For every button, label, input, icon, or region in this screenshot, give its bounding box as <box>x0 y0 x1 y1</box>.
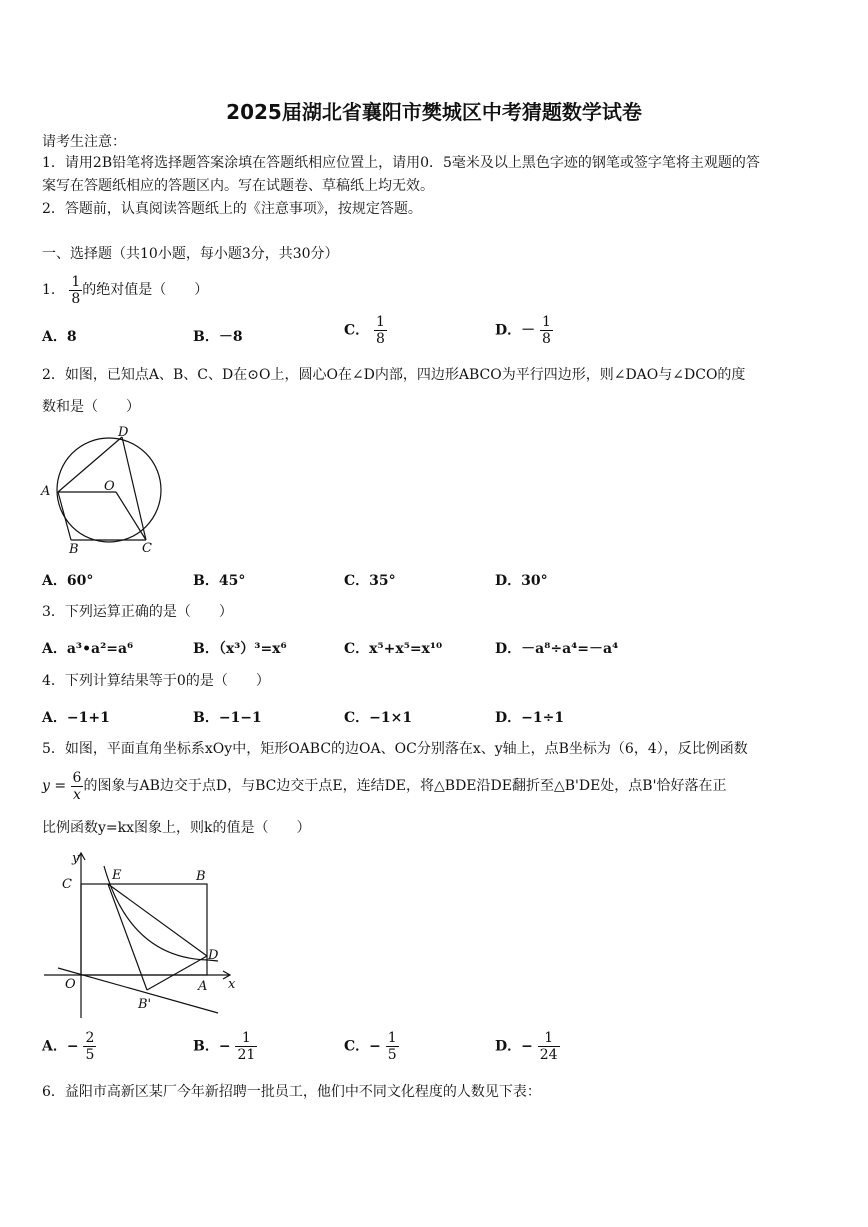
q5-d-numerator: 1 <box>544 1030 554 1046</box>
q4-option-d: D．−1÷1 <box>495 710 565 726</box>
q5-c-denominator: 5 <box>387 1047 397 1063</box>
q1-number: 1． <box>42 282 65 298</box>
q5-line-2 <box>42 764 726 808</box>
q3-text: 3．下列运算正确的是（ ） <box>42 604 233 620</box>
q5-b-numerator: 1 <box>241 1030 251 1046</box>
q4-option-a: A．−1+1 <box>42 710 110 726</box>
coordinate-figure <box>40 848 240 1024</box>
label-a: A <box>41 484 51 499</box>
q5-func-fraction <box>71 770 84 803</box>
q5-d-denominator: 24 <box>539 1047 558 1063</box>
q5-option-c-fraction <box>386 1030 399 1063</box>
q1-fraction <box>69 274 82 307</box>
label-o: O <box>104 479 115 494</box>
q1-d-denominator: 8 <box>542 331 551 347</box>
label-b: B <box>196 869 206 884</box>
q1-option-c-fraction <box>374 314 387 347</box>
q5-option-d <box>495 1030 560 1063</box>
segment-eb-prime <box>108 884 147 990</box>
label-o: O <box>65 977 76 992</box>
section-heading: 一、选择题（共10小题，每小题3分，共30分） <box>42 246 339 262</box>
q3-option-d: D．－a⁸÷a⁴=－a⁴ <box>495 641 619 657</box>
q2-option-d: D．30° <box>495 573 548 589</box>
label-a: A <box>198 979 208 994</box>
label-e: E <box>112 868 122 883</box>
label-c: C <box>62 877 72 892</box>
q5-option-b-fraction <box>235 1030 257 1063</box>
q1-option-c <box>344 314 387 347</box>
q1-option-a: A．8 <box>42 329 77 345</box>
q5-func-denominator: x <box>71 786 84 803</box>
notice-line-2: 2．答题前，认真阅读答题纸上的《注意事项》，按规定答题。 <box>42 201 422 217</box>
label-c: C <box>142 541 152 556</box>
q2-line-1: 2．如图，已知点A、B、C、D在⊙O上，圆心O在∠D内部，四边形ABCO为平行四边形，则∠DAO与∠DCO的度 <box>42 367 746 383</box>
label-d: D <box>208 948 219 963</box>
q1-option-d-label: D．－ <box>495 322 536 339</box>
rectangle-oabc <box>81 884 207 975</box>
q5-option-b-label: B．− <box>193 1038 231 1055</box>
q1-c-denominator: 8 <box>376 331 385 347</box>
label-d: D <box>118 425 129 440</box>
q4-text: 4．下列计算结果等于0的是（ ） <box>42 673 270 689</box>
q5-a-numerator: 2 <box>85 1030 95 1046</box>
page-title: 2025届湖北省襄阳市樊城区中考猜题数学试卷 <box>226 100 642 124</box>
label-y: y <box>72 851 80 866</box>
q5-option-c-label: C．− <box>344 1038 381 1055</box>
circle-figure <box>38 422 178 557</box>
q2-line-2: 数和是（ ） <box>42 399 140 415</box>
q1-option-b: B．－8 <box>193 329 243 345</box>
q2-option-c: C．35° <box>344 573 396 589</box>
q5-c-numerator: 1 <box>387 1030 397 1046</box>
label-b-prime: B' <box>138 997 152 1012</box>
q3-option-c: C．x⁵+x⁵=x¹⁰ <box>344 641 443 657</box>
q5-b-denominator: 21 <box>237 1047 256 1063</box>
segment-oc <box>116 492 146 540</box>
label-x: x <box>228 977 236 992</box>
q1-option-d-fraction <box>540 314 553 347</box>
q3-option-b: B．（x³）³=x⁶ <box>193 641 287 657</box>
q1-frac-numerator: 1 <box>71 273 81 290</box>
question-1 <box>42 268 208 312</box>
q1-option-d <box>495 314 553 347</box>
segment-dc <box>122 437 146 540</box>
notice-line-1b: 案写在答题纸相应的答题区内。写在试题卷、草稿纸上均无效。 <box>42 178 434 194</box>
segment-ed <box>108 884 207 956</box>
q5-option-d-fraction <box>538 1030 560 1063</box>
q5-option-a <box>42 1030 96 1063</box>
q5-line-2-text: 的图象与AB边交于点D，与BC边交于点E，连结DE，将△BDE沿DE翻折至△B'DE处，点B'恰好落在正 <box>83 778 727 794</box>
q1-d-numerator: 1 <box>542 314 551 330</box>
q5-func-y: y = <box>42 778 67 794</box>
q5-option-b <box>193 1030 257 1063</box>
notice-line-1: 1．请用2B铅笔将选择题答案涂填在答题纸相应位置上，请用0．5毫米及以上黑色字迹的钢笔或签字笔将主观题的答 <box>42 155 760 171</box>
notice-heading: 请考生注意： <box>42 134 126 150</box>
q5-option-a-label: A．− <box>42 1038 79 1055</box>
q6-text: 6．益阳市高新区某厂今年新招聘一批员工，他们中不同文化程度的人数见下表： <box>42 1084 541 1100</box>
q4-option-c: C．−1×1 <box>344 710 413 726</box>
label-b: B <box>69 542 79 557</box>
q1-text: 的绝对值是（ ） <box>82 282 209 298</box>
q1-frac-denominator: 8 <box>71 290 81 307</box>
q5-line-3: 比例函数y=kx图象上，则k的值是（ ） <box>42 820 311 836</box>
q5-option-c <box>344 1030 399 1063</box>
segment-ab <box>58 492 71 540</box>
q5-option-a-fraction <box>83 1030 96 1063</box>
q5-line-1: 5．如图，平面直角坐标系xOy中，矩形OABC的边OA、OC分别落在x、y轴上，点B坐标为（6，4），反比例函数 <box>42 741 748 757</box>
q1-option-c-label: C． <box>344 322 370 339</box>
q5-func-numerator: 6 <box>72 769 82 786</box>
q3-option-a: A．a³•a²=a⁶ <box>42 641 134 657</box>
q2-option-b: B．45° <box>193 573 246 589</box>
q2-option-a: A．60° <box>42 573 94 589</box>
q5-option-d-label: D．− <box>495 1038 533 1055</box>
q5-a-denominator: 5 <box>85 1047 95 1063</box>
q4-option-b: B．−1−1 <box>193 710 262 726</box>
q1-c-numerator: 1 <box>376 314 385 330</box>
